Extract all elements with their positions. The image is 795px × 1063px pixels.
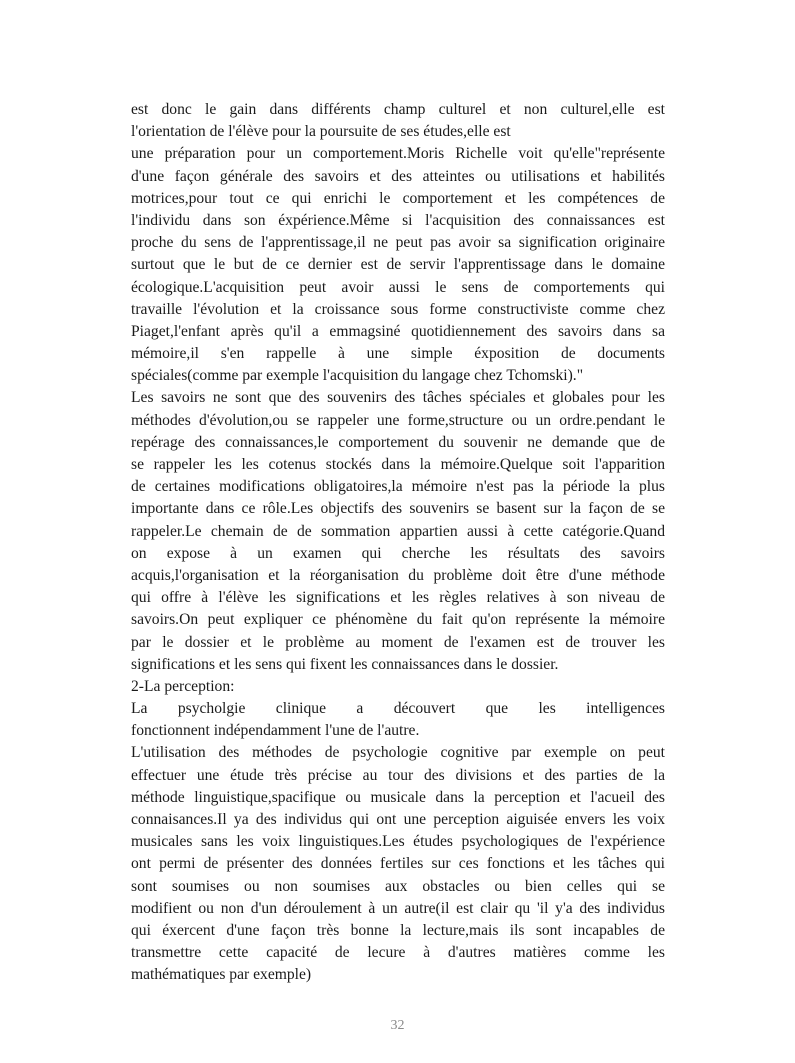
text-line: connaisances.Il ya des individus qui ont une perception aiguisée envers les voix: [131, 811, 665, 828]
text-line: écologique.L'acquisition peut avoir aussi le sens de comportements qui: [131, 278, 665, 296]
text-line: Les savoirs ne sont que des souvenirs des tâches spéciales et globales pour les: [131, 389, 665, 407]
text-line: sont soumises ou non soumises aux obstacles ou bien celles qui se: [131, 877, 665, 895]
text-line: savoirs.On peut expliquer ce phénomène du fait qu'on représente la mémoire: [131, 611, 665, 629]
text-line: musicales sans les voix linguistiques.Les études psychologiques de l'expérience: [131, 833, 665, 851]
text-line: repérage des connaissances,le comportement du souvenir ne demande que de: [131, 433, 665, 451]
text-line: rappeler.Le chemain de de sommation appartien aussi à cette catégorie.Quand: [131, 522, 665, 540]
text-line: qui offre à l'élève les significations et les règles relatives à son niveau de: [131, 589, 665, 607]
body-text: [131, 99, 665, 987]
text-line: modifient ou non d'un déroulement à un autre(il est clair qu 'il y'a des individus: [131, 899, 665, 917]
text-line: La psycholgie clinique a découvert que les intelligences: [131, 700, 665, 718]
text-line: méthodes d'évolution,ou se rappeler une forme,structure ou un ordre.pendant le: [131, 411, 665, 429]
text-line: L'utilisation des méthodes de psychologie cognitive par exemple on peut: [131, 744, 665, 762]
text-line: transmettre cette capacité de lecure à d'autres matières comme les: [131, 944, 665, 962]
text-line: proche du sens de l'apprentissage,il ne peut pas avoir sa signification originaire: [131, 234, 665, 252]
text-line: importante dans ce rôle.Les objectifs des souvenirs se basent sur la façon de se: [131, 500, 665, 518]
text-line: motrices,pour tout ce qui enrichi le comportement et les compétences de: [131, 189, 665, 207]
text-line: par le dossier et le problème au moment de l'examen est de trouver les: [131, 633, 665, 651]
text-line: spéciales(comme par exemple l'acquisition du langage chez Tchomski).": [131, 367, 584, 385]
text-line: une préparation pour un comportement.Moris Richelle voit qu'elle"représente: [131, 145, 665, 163]
text-line: fonctionnent indépendamment l'une de l'autre.: [131, 722, 420, 740]
text-line: effectuer une étude très précise au tour des divisions et des parties de la: [131, 766, 665, 784]
text-line: travaille l'évolution et la croissance sous forme constructiviste comme chez: [131, 300, 665, 318]
text-line: d'une façon générale des savoirs et des atteintes ou utilisations et habilités: [131, 167, 665, 185]
text-line: ont permi de présenter des données fertiles sur ces fonctions et les tâches qui: [131, 855, 665, 873]
text-line: l'orientation de l'élève pour la poursuite de ses études,elle est: [131, 123, 511, 141]
text-line: l'individu dans son éxpérience.Même si l'acquisition des connaissances est: [131, 211, 665, 229]
text-line: acquis,l'organisation et la réorganisation du problème doit être d'une méthode: [131, 566, 665, 584]
text-line: méthode linguistique,spacifique ou musicale dans la perception et l'acueil des: [131, 788, 665, 806]
text-line: Piaget,l'enfant après qu'il a emmagsiné quotidiennement des savoirs dans sa: [131, 322, 665, 340]
text-line: de certaines modifications obligatoires,la mémoire n'est pas la période la plus: [131, 478, 665, 496]
text-line: qui éxercent d'une façon très bonne la lecture,mais ils sont incapables de: [131, 921, 665, 939]
text-line: est donc le gain dans différents champ culturel et non culturel,elle est: [131, 101, 665, 118]
text-line: surtout que le but de ce dernier est de servir l'apprentissage dans le domaine: [131, 256, 665, 274]
text-line: 2-La perception:: [131, 677, 235, 695]
text-line: on expose à un examen qui cherche les résultats des savoirs: [131, 544, 665, 562]
text-line: mémoire,il s'en rappelle à une simple éxposition de documents: [131, 345, 665, 363]
text-line: mathématiques par exemple): [131, 966, 312, 984]
text-line: se rappeler les les cotenus stockés dans la mémoire.Quelque soit l'apparition: [131, 456, 665, 473]
page-number: 32: [390, 1018, 405, 1033]
text-line: significations et les sens qui fixent les connaissances dans le dossier.: [131, 655, 559, 673]
